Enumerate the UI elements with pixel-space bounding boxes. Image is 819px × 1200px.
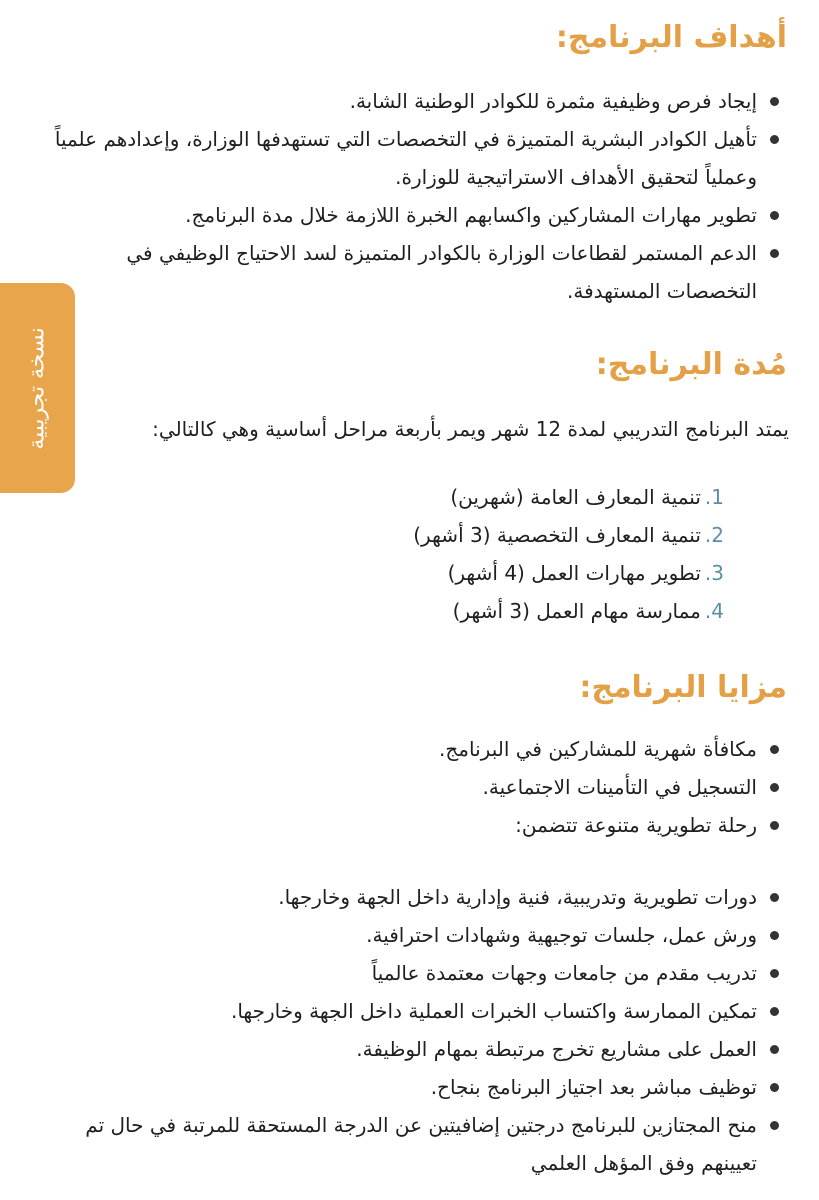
list-item: تأهيل الكوادر البشرية المتميزة في التخصصات التي تستهدفها الوزارة، وإعدادهم علمياً وعملياً لتحقيق الأهداف الاستراتيجية للوزارة. <box>37 120 757 196</box>
phase-number: 4. <box>704 599 724 623</box>
list-item: إيجاد فرص وظيفية مثمرة للكوادر الوطنية الشابة. <box>37 82 757 120</box>
phase-text: ممارسة مهام العمل (3 أشهر) <box>452 599 701 623</box>
phase-text: تنمية المعارف التخصصية (3 أشهر) <box>413 523 701 547</box>
benefits-list-top <box>37 730 757 844</box>
goals-heading: أهداف البرنامج: <box>555 20 787 55</box>
phase-item <box>124 478 724 516</box>
duration-heading: مُدة البرنامج: <box>595 347 787 382</box>
phases-list <box>124 478 724 630</box>
list-item: توظيف مباشر بعد اجتياز البرنامج بنجاح. <box>37 1068 757 1106</box>
benefits-list-bottom <box>37 878 757 1182</box>
duration-intro: يمتد البرنامج التدريبي لمدة 12 شهر ويمر بأربعة مراحل أساسية وهي كالتالي: <box>152 417 789 441</box>
list-item: مكافأة شهرية للمشاركين في البرنامج. <box>37 730 757 768</box>
list-item: العمل على مشاريع تخرج مرتبطة بمهام الوظيفة. <box>37 1030 757 1068</box>
list-item: الدعم المستمر لقطاعات الوزارة بالكوادر المتميزة لسد الاحتياج الوظيفي في التخصصات المستهدفة. <box>37 234 757 310</box>
draft-version-tab <box>0 283 75 493</box>
list-item: تطوير مهارات المشاركين واكسابهم الخبرة اللازمة خلال مدة البرنامج. <box>37 196 757 234</box>
list-item: التسجيل في التأمينات الاجتماعية. <box>37 768 757 806</box>
list-item: رحلة تطويرية متنوعة تتضمن: <box>37 806 757 844</box>
phase-number: 2. <box>704 523 724 547</box>
benefits-heading: مزايا البرنامج: <box>579 670 787 705</box>
phase-text: تطوير مهارات العمل (4 أشهر) <box>447 561 701 585</box>
list-item: دورات تطويرية وتدريبية، فنية وإدارية داخل الجهة وخارجها. <box>37 878 757 916</box>
phase-item <box>124 554 724 592</box>
phase-text: تنمية المعارف العامة (شهرين) <box>450 485 701 509</box>
phase-number: 3. <box>704 561 724 585</box>
list-item: تدريب مقدم من جامعات وجهات معتمدة عالمياً <box>37 954 757 992</box>
phase-number: 1. <box>704 485 724 509</box>
list-item: تمكين الممارسة واكتساب الخبرات العملية داخل الجهة وخارجها. <box>37 992 757 1030</box>
list-item: ورش عمل، جلسات توجيهية وشهادات احترافية. <box>37 916 757 954</box>
draft-version-label: نسخة تجريبية <box>25 326 50 450</box>
phase-item <box>124 592 724 630</box>
list-item: منح المجتازين للبرنامج درجتين إضافيتين عن الدرجة المستحقة للمرتبة في حال تم تعيينهم وفق المؤهل العلمي <box>37 1106 757 1182</box>
goals-list <box>37 82 757 310</box>
phase-item <box>124 516 724 554</box>
